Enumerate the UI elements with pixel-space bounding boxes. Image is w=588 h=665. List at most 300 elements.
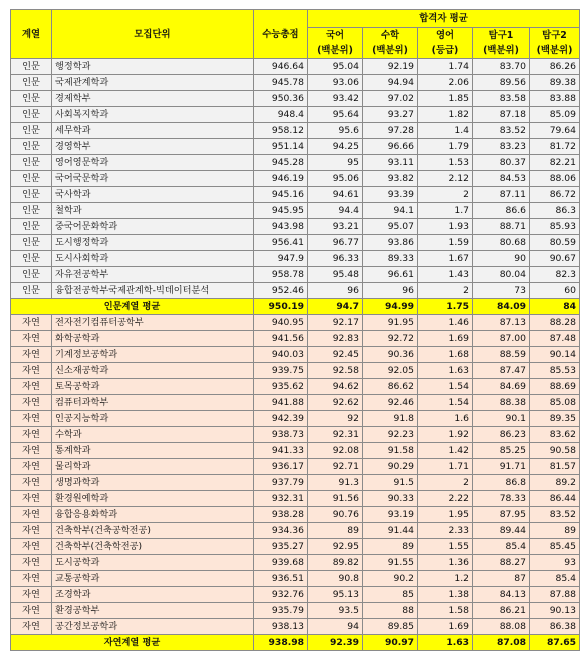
total-cell: 938.73 (254, 427, 308, 443)
average-value: 938.98 (254, 635, 308, 651)
inquiry1-cell: 84.53 (473, 171, 530, 187)
inquiry1-cell: 87.00 (473, 331, 530, 347)
english-cell: 1.42 (418, 443, 473, 459)
korean-cell: 93.06 (308, 75, 363, 91)
math-cell: 93.82 (363, 171, 418, 187)
table-row (11, 203, 580, 219)
inquiry1-cell: 85.25 (473, 443, 530, 459)
english-cell: 2.22 (418, 491, 473, 507)
unit-cell: 국어국문학과 (52, 171, 254, 187)
total-cell: 936.17 (254, 459, 308, 475)
total-cell: 941.56 (254, 331, 308, 347)
english-cell: 1.95 (418, 507, 473, 523)
total-cell: 956.41 (254, 235, 308, 251)
korean-cell: 95.6 (308, 123, 363, 139)
total-cell: 935.62 (254, 379, 308, 395)
category-cell: 자연 (11, 603, 52, 619)
total-cell: 958.78 (254, 267, 308, 283)
inquiry2-cell: 79.64 (530, 123, 580, 139)
table-row (11, 171, 580, 187)
korean-cell: 94 (308, 619, 363, 635)
category-cell: 인문 (11, 203, 52, 219)
korean-cell: 92.83 (308, 331, 363, 347)
english-cell: 1.68 (418, 347, 473, 363)
category-cell: 자연 (11, 363, 52, 379)
inquiry2-cell: 87.48 (530, 331, 580, 347)
average-value: 87.08 (473, 635, 530, 651)
average-value: 94.99 (363, 299, 418, 315)
table-row (11, 571, 580, 587)
math-cell: 96 (363, 283, 418, 299)
unit-cell: 수학과 (52, 427, 254, 443)
inquiry2-cell: 86.38 (530, 619, 580, 635)
english-cell: 1.59 (418, 235, 473, 251)
total-cell: 940.03 (254, 347, 308, 363)
unit-cell: 조경학과 (52, 587, 254, 603)
english-cell: 1.58 (418, 603, 473, 619)
category-cell: 인문 (11, 235, 52, 251)
english-cell: 2 (418, 475, 473, 491)
inquiry1-cell: 84.69 (473, 379, 530, 395)
english-cell: 1.55 (418, 539, 473, 555)
category-cell: 자연 (11, 427, 52, 443)
unit-cell: 전자전기컴퓨터공학부 (52, 315, 254, 331)
table-row (11, 363, 580, 379)
category-cell: 인문 (11, 267, 52, 283)
category-cell: 자연 (11, 395, 52, 411)
admission-results-table-container (10, 9, 580, 651)
inquiry2-cell: 90.13 (530, 603, 580, 619)
math-cell: 96.66 (363, 139, 418, 155)
total-cell: 948.4 (254, 107, 308, 123)
math-cell: 85 (363, 587, 418, 603)
total-cell: 951.14 (254, 139, 308, 155)
inquiry2-cell: 88.28 (530, 315, 580, 331)
inquiry1-cell: 88.08 (473, 619, 530, 635)
table-row (11, 523, 580, 539)
english-cell: 1.67 (418, 251, 473, 267)
math-cell: 92.72 (363, 331, 418, 347)
average-value: 87.65 (530, 635, 580, 651)
math-cell: 97.02 (363, 91, 418, 107)
korean-cell: 94.62 (308, 379, 363, 395)
table-row (11, 427, 580, 443)
unit-cell: 자유전공학부 (52, 267, 254, 283)
math-cell: 94.94 (363, 75, 418, 91)
korean-cell: 94.61 (308, 187, 363, 203)
inquiry2-cell: 86.44 (530, 491, 580, 507)
inquiry1-cell: 86.6 (473, 203, 530, 219)
english-cell: 1.82 (418, 107, 473, 123)
total-cell: 945.78 (254, 75, 308, 91)
table-row (11, 75, 580, 91)
korean-cell: 90.8 (308, 571, 363, 587)
category-cell: 자연 (11, 411, 52, 427)
total-cell: 932.76 (254, 587, 308, 603)
table-row (11, 587, 580, 603)
total-cell: 950.36 (254, 91, 308, 107)
math-cell: 90.29 (363, 459, 418, 475)
unit-cell: 컴퓨터과학부 (52, 395, 254, 411)
korean-cell: 95 (308, 155, 363, 171)
category-cell: 자연 (11, 523, 52, 539)
korean-cell: 92.17 (308, 315, 363, 331)
category-cell: 인문 (11, 251, 52, 267)
average-value: 90.97 (363, 635, 418, 651)
korean-cell: 96.33 (308, 251, 363, 267)
math-cell: 86.62 (363, 379, 418, 395)
inquiry1-cell: 89.44 (473, 523, 530, 539)
unit-cell: 국제관계학과 (52, 75, 254, 91)
inquiry2-cell: 90.58 (530, 443, 580, 459)
english-cell: 2 (418, 187, 473, 203)
math-cell: 91.58 (363, 443, 418, 459)
total-cell: 952.46 (254, 283, 308, 299)
table-row (11, 123, 580, 139)
math-cell: 90.33 (363, 491, 418, 507)
header-total: 수능총점 (254, 10, 308, 59)
category-cell: 자연 (11, 491, 52, 507)
total-cell: 932.31 (254, 491, 308, 507)
english-cell: 1.54 (418, 379, 473, 395)
average-value: 1.63 (418, 635, 473, 651)
unit-cell: 철학과 (52, 203, 254, 219)
inquiry2-cell: 86.72 (530, 187, 580, 203)
english-cell: 1.54 (418, 395, 473, 411)
english-cell: 1.53 (418, 155, 473, 171)
table-row (11, 411, 580, 427)
math-cell: 89 (363, 539, 418, 555)
category-cell: 인문 (11, 187, 52, 203)
total-cell: 938.28 (254, 507, 308, 523)
table-row (11, 219, 580, 235)
table-row (11, 475, 580, 491)
inquiry2-cell: 89.35 (530, 411, 580, 427)
unit-cell: 세무학과 (52, 123, 254, 139)
unit-cell: 도시행정학과 (52, 235, 254, 251)
unit-cell: 융합전공학부국제관계학-빅데이터분석 (52, 283, 254, 299)
english-cell: 1.4 (418, 123, 473, 139)
inquiry2-cell: 81.72 (530, 139, 580, 155)
english-cell: 1.85 (418, 91, 473, 107)
unit-cell: 환경공학부 (52, 603, 254, 619)
average-value: 92.39 (308, 635, 363, 651)
math-cell: 91.8 (363, 411, 418, 427)
total-cell: 945.16 (254, 187, 308, 203)
korean-cell: 94.25 (308, 139, 363, 155)
inquiry1-cell: 87 (473, 571, 530, 587)
inquiry1-cell: 86.23 (473, 427, 530, 443)
category-cell: 인문 (11, 171, 52, 187)
total-cell: 958.12 (254, 123, 308, 139)
category-cell: 자연 (11, 619, 52, 635)
table-body (11, 59, 580, 651)
english-cell: 1.71 (418, 459, 473, 475)
english-cell: 1.2 (418, 571, 473, 587)
unit-cell: 공간정보공학과 (52, 619, 254, 635)
english-cell: 2.06 (418, 75, 473, 91)
inquiry2-cell: 93 (530, 555, 580, 571)
total-cell: 936.51 (254, 571, 308, 587)
inquiry1-cell: 80.37 (473, 155, 530, 171)
inquiry2-cell: 83.52 (530, 507, 580, 523)
english-cell: 1.69 (418, 331, 473, 347)
average-row (11, 635, 580, 651)
table-row (11, 155, 580, 171)
math-cell: 93.11 (363, 155, 418, 171)
header-group: 합격자 평균 (308, 10, 580, 28)
table-row (11, 395, 580, 411)
korean-cell: 94.4 (308, 203, 363, 219)
english-cell: 1.46 (418, 315, 473, 331)
total-cell: 937.79 (254, 475, 308, 491)
table-row (11, 91, 580, 107)
table-row (11, 283, 580, 299)
math-cell: 90.2 (363, 571, 418, 587)
inquiry2-cell: 86.26 (530, 59, 580, 75)
english-cell: 1.38 (418, 587, 473, 603)
total-cell: 940.95 (254, 315, 308, 331)
math-cell: 93.86 (363, 235, 418, 251)
category-cell: 인문 (11, 75, 52, 91)
inquiry1-cell: 86.21 (473, 603, 530, 619)
unit-cell: 국사학과 (52, 187, 254, 203)
total-cell: 935.27 (254, 539, 308, 555)
unit-cell: 경영학부 (52, 139, 254, 155)
unit-cell: 신소재공학과 (52, 363, 254, 379)
category-cell: 인문 (11, 91, 52, 107)
header-category: 계열 (11, 10, 52, 59)
math-cell: 93.39 (363, 187, 418, 203)
table-row (11, 267, 580, 283)
unit-cell: 인공지능학과 (52, 411, 254, 427)
math-cell: 91.44 (363, 523, 418, 539)
math-cell: 91.95 (363, 315, 418, 331)
category-cell: 인문 (11, 219, 52, 235)
korean-cell: 92.62 (308, 395, 363, 411)
math-cell: 94.1 (363, 203, 418, 219)
unit-cell: 토목공학과 (52, 379, 254, 395)
unit-cell: 융합응용화학과 (52, 507, 254, 523)
inquiry2-cell: 85.93 (530, 219, 580, 235)
inquiry2-cell: 85.09 (530, 107, 580, 123)
inquiry2-cell: 83.88 (530, 91, 580, 107)
table-row (11, 235, 580, 251)
header-unit: 모집단위 (52, 10, 254, 59)
average-label: 인문계열 평균 (11, 299, 254, 315)
unit-cell: 건축학부(건축공학전공) (52, 523, 254, 539)
unit-cell: 도시사회학과 (52, 251, 254, 267)
math-cell: 91.5 (363, 475, 418, 491)
inquiry2-cell: 83.62 (530, 427, 580, 443)
unit-cell: 건축학부(건축학전공) (52, 539, 254, 555)
unit-cell: 환경원예학과 (52, 491, 254, 507)
inquiry2-cell: 88.06 (530, 171, 580, 187)
english-cell: 2 (418, 283, 473, 299)
category-cell: 자연 (11, 539, 52, 555)
korean-cell: 93.21 (308, 219, 363, 235)
inquiry1-cell: 83.23 (473, 139, 530, 155)
korean-cell: 95.13 (308, 587, 363, 603)
math-cell: 89.33 (363, 251, 418, 267)
table-row (11, 555, 580, 571)
inquiry1-cell: 88.59 (473, 347, 530, 363)
average-value: 1.75 (418, 299, 473, 315)
english-cell: 1.7 (418, 203, 473, 219)
inquiry1-cell: 78.33 (473, 491, 530, 507)
header-math: 수학 (백분위) (363, 28, 418, 59)
total-cell: 939.68 (254, 555, 308, 571)
category-cell: 자연 (11, 379, 52, 395)
table-row (11, 619, 580, 635)
category-cell: 자연 (11, 587, 52, 603)
english-cell: 1.43 (418, 267, 473, 283)
table-row (11, 139, 580, 155)
category-cell: 자연 (11, 459, 52, 475)
inquiry1-cell: 91.71 (473, 459, 530, 475)
math-cell: 92.05 (363, 363, 418, 379)
average-value: 84 (530, 299, 580, 315)
inquiry2-cell: 88.69 (530, 379, 580, 395)
category-cell: 자연 (11, 443, 52, 459)
total-cell: 941.33 (254, 443, 308, 459)
unit-cell: 경제학부 (52, 91, 254, 107)
inquiry1-cell: 88.71 (473, 219, 530, 235)
inquiry1-cell: 87.18 (473, 107, 530, 123)
inquiry1-cell: 84.13 (473, 587, 530, 603)
inquiry2-cell: 89.38 (530, 75, 580, 91)
inquiry2-cell: 87.88 (530, 587, 580, 603)
inquiry1-cell: 88.38 (473, 395, 530, 411)
english-cell: 1.6 (418, 411, 473, 427)
total-cell: 938.13 (254, 619, 308, 635)
header-inquiry2: 탐구2 (백분위) (530, 28, 580, 59)
total-cell: 945.28 (254, 155, 308, 171)
inquiry1-cell: 83.52 (473, 123, 530, 139)
korean-cell: 95.04 (308, 59, 363, 75)
inquiry1-cell: 87.13 (473, 315, 530, 331)
korean-cell: 96.77 (308, 235, 363, 251)
header-inquiry1: 탐구1 (백분위) (473, 28, 530, 59)
unit-cell: 화학공학과 (52, 331, 254, 347)
total-cell: 946.19 (254, 171, 308, 187)
unit-cell: 통계학과 (52, 443, 254, 459)
korean-cell: 92.31 (308, 427, 363, 443)
inquiry2-cell: 60 (530, 283, 580, 299)
total-cell: 941.88 (254, 395, 308, 411)
table-row (11, 379, 580, 395)
inquiry2-cell: 89.2 (530, 475, 580, 491)
table-row (11, 331, 580, 347)
math-cell: 93.19 (363, 507, 418, 523)
unit-cell: 중국어문화학과 (52, 219, 254, 235)
math-cell: 95.07 (363, 219, 418, 235)
inquiry1-cell: 87.47 (473, 363, 530, 379)
average-label: 자연계열 평균 (11, 635, 254, 651)
inquiry1-cell: 89.56 (473, 75, 530, 91)
total-cell: 946.64 (254, 59, 308, 75)
unit-cell: 생명과학과 (52, 475, 254, 491)
korean-cell: 92.58 (308, 363, 363, 379)
inquiry2-cell: 80.59 (530, 235, 580, 251)
header-korean: 국어 (백분위) (308, 28, 363, 59)
math-cell: 89.85 (363, 619, 418, 635)
inquiry2-cell: 82.21 (530, 155, 580, 171)
total-cell: 942.39 (254, 411, 308, 427)
inquiry1-cell: 83.70 (473, 59, 530, 75)
average-row (11, 299, 580, 315)
korean-cell: 90.76 (308, 507, 363, 523)
english-cell: 1.69 (418, 619, 473, 635)
korean-cell: 89.82 (308, 555, 363, 571)
inquiry1-cell: 90.1 (473, 411, 530, 427)
table-row (11, 187, 580, 203)
category-cell: 인문 (11, 107, 52, 123)
math-cell: 91.55 (363, 555, 418, 571)
unit-cell: 사회복지학과 (52, 107, 254, 123)
unit-cell: 영어영문학과 (52, 155, 254, 171)
inquiry1-cell: 83.58 (473, 91, 530, 107)
korean-cell: 96 (308, 283, 363, 299)
admission-results-table (10, 9, 580, 651)
total-cell: 935.79 (254, 603, 308, 619)
table-row (11, 107, 580, 123)
inquiry2-cell: 82.3 (530, 267, 580, 283)
english-cell: 1.74 (418, 59, 473, 75)
table-row (11, 507, 580, 523)
english-cell: 1.36 (418, 555, 473, 571)
math-cell: 92.23 (363, 427, 418, 443)
table-row (11, 347, 580, 363)
average-value: 94.7 (308, 299, 363, 315)
total-cell: 947.9 (254, 251, 308, 267)
total-cell: 943.98 (254, 219, 308, 235)
unit-cell: 행정학과 (52, 59, 254, 75)
table-row (11, 459, 580, 475)
unit-cell: 기계정보공학과 (52, 347, 254, 363)
category-cell: 자연 (11, 555, 52, 571)
table-row (11, 315, 580, 331)
korean-cell: 95.48 (308, 267, 363, 283)
math-cell: 88 (363, 603, 418, 619)
math-cell: 96.61 (363, 267, 418, 283)
inquiry2-cell: 90.14 (530, 347, 580, 363)
header-english: 영어 (등급) (418, 28, 473, 59)
english-cell: 2.12 (418, 171, 473, 187)
korean-cell: 89 (308, 523, 363, 539)
korean-cell: 95.06 (308, 171, 363, 187)
inquiry1-cell: 80.04 (473, 267, 530, 283)
korean-cell: 95.64 (308, 107, 363, 123)
korean-cell: 92.95 (308, 539, 363, 555)
unit-cell: 교통공학과 (52, 571, 254, 587)
unit-cell: 물리학과 (52, 459, 254, 475)
total-cell: 945.95 (254, 203, 308, 219)
category-cell: 자연 (11, 347, 52, 363)
korean-cell: 92.08 (308, 443, 363, 459)
inquiry1-cell: 80.68 (473, 235, 530, 251)
math-cell: 90.36 (363, 347, 418, 363)
math-cell: 92.46 (363, 395, 418, 411)
inquiry1-cell: 87.95 (473, 507, 530, 523)
total-cell: 939.75 (254, 363, 308, 379)
math-cell: 97.28 (363, 123, 418, 139)
inquiry2-cell: 90.67 (530, 251, 580, 267)
inquiry1-cell: 86.8 (473, 475, 530, 491)
math-cell: 92.19 (363, 59, 418, 75)
category-cell: 자연 (11, 475, 52, 491)
category-cell: 인문 (11, 155, 52, 171)
